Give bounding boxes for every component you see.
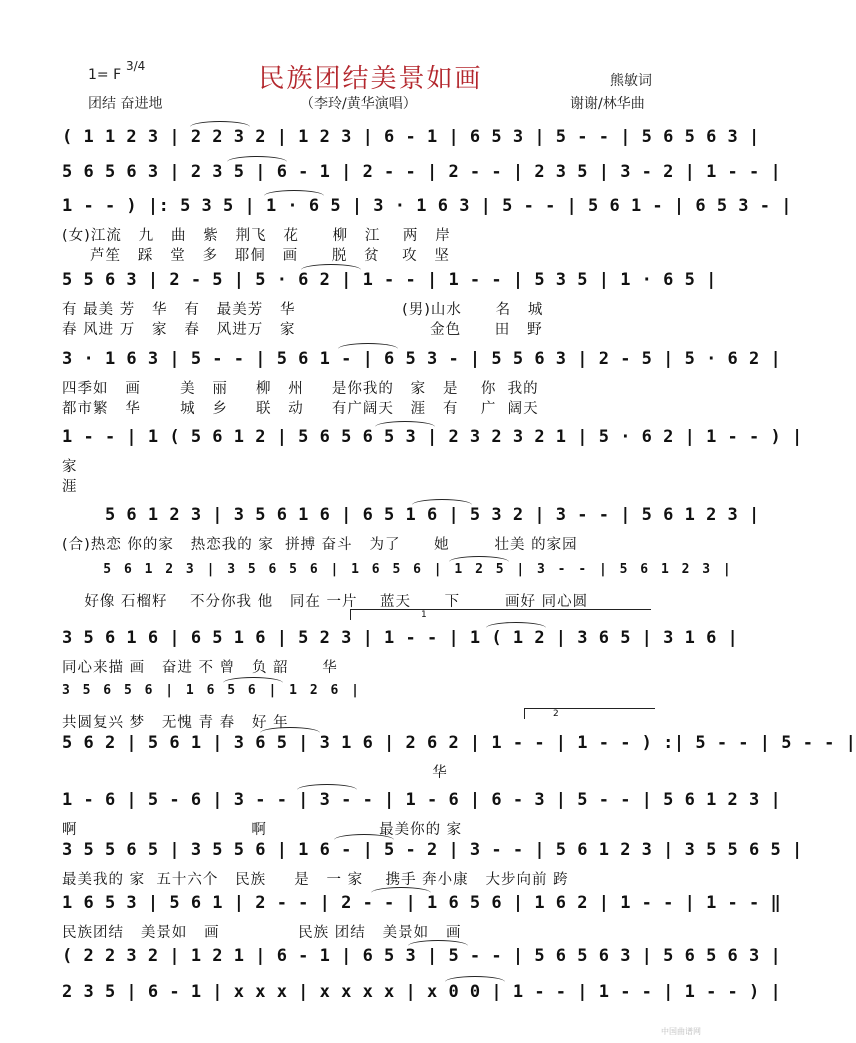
notation-line: 3 5 6 1 6 | 6 5 1 6 | 5 2 3 | 1 - - | 1 ( 1 2 | 3 6 5 | 3 1 6 | (62, 628, 739, 648)
notation-line: 1 - - ) |: 5 3 5 | 1 · 6 5 | 3 · 1 6 3 | 5 - - | 5 6 1 - | 6 5 3 - | (62, 196, 792, 216)
slur-mark (301, 264, 361, 270)
volta-2-label: 2 (553, 709, 559, 719)
notation-line: 3 5 5 6 5 | 3 5 5 6 | 1 6 - | 5 - 2 | 3 - - | 5 6 1 2 3 | 3 5 5 6 5 | (62, 840, 803, 860)
lyric-line: 有 最美 芳 华 有 最美芳 华 (男)山水 名 城 (62, 302, 544, 318)
lyric-line: 民族团结 美景如 画 民族 团结 美景如 画 (62, 925, 462, 941)
notation-line: 3 5 6 5 6 | 1 6 5 6 | 1 2 6 | (62, 683, 362, 698)
notation-line: ( 2 2 3 2 | 1 2 1 | 6 - 1 | 6 5 3 | 5 - - | 5 6 5 6 3 | 5 6 5 6 3 | (62, 946, 782, 966)
time-signature: 3/4 (126, 59, 146, 73)
notation-line: 5 6 5 6 3 | 2 3 5 | 6 - 1 | 2 - - | 2 - - | 2 3 5 | 3 - 2 | 1 - - | (62, 162, 782, 182)
notation-line: 2 3 5 | 6 - 1 | x x x | x x x x | x 0 0 | 1 - - | 1 - - | 1 - - ) | (62, 982, 782, 1002)
notation-line: 1 - - | 1 ( 5 6 1 2 | 5 6 5 6 5 3 | 2 3 2 3 2 1 | 5 · 6 2 | 1 - - ) | (62, 427, 803, 447)
lyric-line: 都市繁 华 城 乡 联 动 有广阔天 涯 有 广 阔天 (62, 401, 539, 417)
mood-marking: 团结 奋进地 (88, 96, 163, 112)
notation-line: 5 6 2 | 5 6 1 | 3 6 5 | 3 1 6 | 2 6 2 | 1 - - | 1 - - ) :| 5 - - | 5 - - | (62, 733, 856, 753)
lyric-line: 涯 (62, 479, 78, 495)
lyric-line: 共圆复兴 梦 无愧 青 春 好 年 (62, 715, 289, 731)
slur-mark (408, 940, 468, 946)
lyric-line: 家 (62, 459, 78, 475)
lyric-line: 最美我的 家 五十六个 民族 是 一 家 携手 奔小康 大步向前 跨 (62, 872, 569, 888)
lyricist: 熊敏词 (610, 73, 652, 89)
notation-line: 5 6 1 2 3 | 3 5 6 1 6 | 6 5 1 6 | 5 3 2 | 3 - - | 5 6 1 2 3 | (62, 505, 760, 525)
lyric-line: 芦笙 踩 堂 多 耶侗 画 脱 贫 攻 坚 (62, 248, 450, 264)
slur-mark (297, 784, 357, 790)
slur-mark (190, 121, 250, 127)
lyric-line: 好像 石榴籽 不分你我 他 同在 一片 蓝天 下 画好 同心圆 (62, 594, 589, 610)
notation-line: ( 1 1 2 3 | 2 2 3 2 | 1 2 3 | 6 - 1 | 6 5 3 | 5 - - | 5 6 5 6 3 | (62, 127, 760, 147)
slur-mark (445, 976, 505, 982)
notation-line: 5 6 1 2 3 | 3 5 6 5 6 | 1 6 5 6 | 1 2 5 | 3 - - | 5 6 1 2 3 | (62, 562, 734, 577)
song-title: 民族团结美景如画 (258, 64, 483, 94)
lyric-line: (合)热恋 你的家 热恋我的 家 拼搏 奋斗 为了 她 壮美 的家园 (62, 537, 578, 553)
slur-mark (338, 343, 398, 349)
volta-1-label: 1 (421, 610, 427, 620)
slur-mark (260, 727, 320, 733)
slur-mark (371, 887, 431, 893)
lyric-line: 同心来描 画 奋进 不 曾 负 韶 华 (62, 660, 338, 676)
slur-mark (334, 834, 394, 840)
slur-mark (264, 190, 324, 196)
lyric-line: (女)江流 九 曲 紫 荆飞 花 柳 江 两 岸 (62, 228, 451, 244)
notation-line: 1 - 6 | 5 - 6 | 3 - - | 3 - - | 1 - 6 | 6 - 3 | 5 - - | 5 6 1 2 3 | (62, 790, 782, 810)
notation-line: 5 5 6 3 | 2 - 5 | 5 · 6 2 | 1 - - | 1 - - | 5 3 5 | 1 · 6 5 | (62, 270, 717, 290)
slur-mark (412, 499, 472, 505)
lyric-line: 春 风进 万 家 春 风进万 家 金色 田 野 (62, 322, 543, 338)
watermark: 中国曲谱网 (661, 1027, 701, 1036)
notation-line: 1 6 5 3 | 5 6 1 | 2 - - | 2 - - | 1 6 5 6 | 1 6 2 | 1 - - | 1 - - ‖ (62, 893, 782, 913)
slur-mark (449, 556, 509, 562)
key-signature: 1= F (88, 67, 122, 83)
slur-mark (486, 622, 546, 628)
lyric-line: 四季如 画 美 丽 柳 州 是你我的 家 是 你 我的 (62, 381, 539, 397)
performers: （李玲/黄华演唱） (300, 96, 417, 112)
lyric-line: 啊 啊 最美你的 家 (62, 822, 463, 838)
slur-mark (223, 677, 283, 683)
slur-mark (227, 156, 287, 162)
volta-1 (350, 609, 651, 620)
lyric-line: 华 (62, 765, 448, 781)
composer: 谢谢/林华曲 (570, 96, 645, 112)
slur-mark (375, 421, 435, 427)
notation-line: 3 · 1 6 3 | 5 - - | 5 6 1 - | 6 5 3 - | 5 5 6 3 | 2 - 5 | 5 · 6 2 | (62, 349, 782, 369)
volta-2 (524, 708, 655, 719)
